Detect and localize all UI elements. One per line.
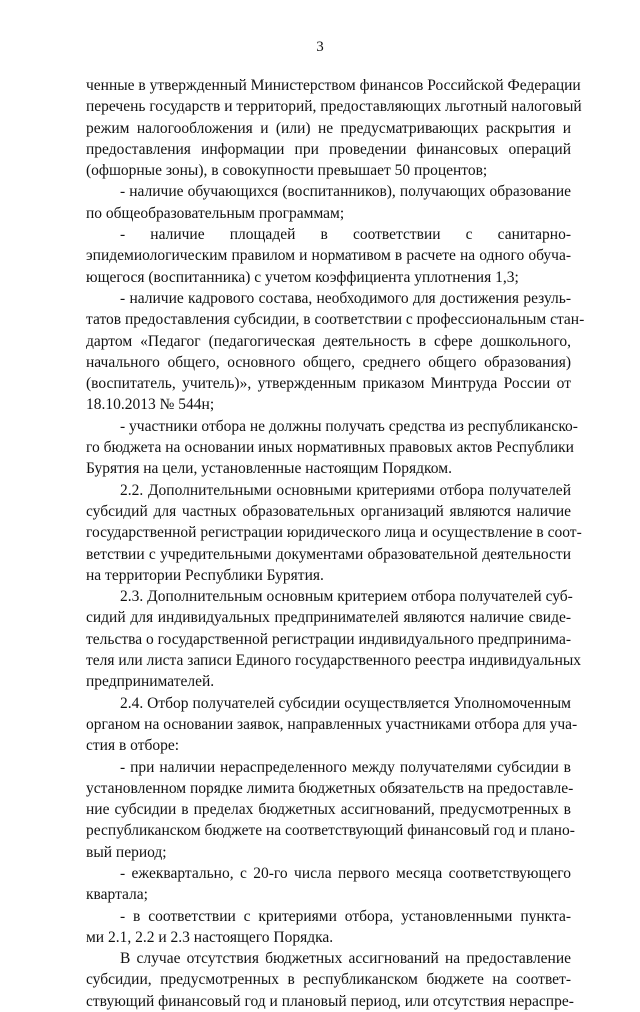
text-line: субсидии, предусмотренных в республиканском бюджете на соответ- <box>86 971 571 989</box>
text-line: стия в отборе: <box>86 737 180 755</box>
text-line: перечень государств и территорий, предоставляющих льготный налоговый <box>86 98 582 116</box>
text-line: - ежеквартально, с 20-го числа первого месяца соответствующего <box>120 864 571 882</box>
text-line: сидий для индивидуальных предпринимателей являются наличие свиде- <box>86 609 571 627</box>
paragraph <box>86 757 575 863</box>
text-line: субсидий для частных образовательных организаций являются наличие <box>86 502 571 520</box>
paragraph <box>86 586 582 692</box>
text-line: тельства о государственной регистрации индивидуального предпринима- <box>86 630 572 648</box>
paragraph <box>86 224 571 288</box>
text-line: государственной регистрации юридического лица и осуществление в соот- <box>86 524 582 542</box>
text-line: на территории Республики Бурятия. <box>86 566 324 584</box>
text-line: 18.10.2013 № 544н; <box>86 396 215 414</box>
text-line: ние субсидии в пределах бюджетных ассигнований, предусмотренных в <box>86 801 571 819</box>
text-line: - в соответствии с критериями отбора, установленными пункта- <box>120 907 571 925</box>
text-line: (воспитатель, учитель)», утвержденным приказом Минтруда России от <box>86 375 571 393</box>
text-line: (офшорные зоны), в совокупности превышает 50 процентов; <box>86 162 488 180</box>
paragraph <box>86 693 578 757</box>
text-line: 2.4. Отбор получателей субсидии осуществляется Уполномоченным <box>120 694 571 712</box>
text-line: - при наличии нераспределенного между получателями субсидии в <box>120 758 571 776</box>
text-line: 2.3. Дополнительным основным критерием отбора получателей суб- <box>120 588 573 606</box>
text-line: ветствии с учредительными документами образовательной деятельности <box>86 545 571 563</box>
text-line: 2.2. Дополнительными основными критериями отбора получателей <box>120 481 571 499</box>
text-line: ми 2.1, 2.2 и 2.3 настоящего Порядка. <box>86 928 334 946</box>
paragraph <box>86 948 574 1012</box>
text-line: квартала; <box>86 886 148 904</box>
text-line: - участники отбора не должны получать средства из республиканско- <box>120 417 578 435</box>
text-line: по общеобразовательным программам; <box>86 204 345 222</box>
page-number: 3 <box>316 39 324 55</box>
paragraph <box>86 416 578 480</box>
text-line: го бюджета на основании иных нормативных правовых актов Республики <box>86 439 574 457</box>
text-line: республиканском бюджете на соответствующий финансовый год и плано- <box>86 822 575 840</box>
paragraph <box>86 288 585 416</box>
paragraph <box>86 181 571 224</box>
text-line: предпринимателей. <box>86 673 215 691</box>
text-line: - наличие кадрового состава, необходимого для достижения резуль- <box>120 289 571 307</box>
text-line: - наличие площадей в соответствии с санитарно- <box>120 226 571 244</box>
paragraph <box>86 863 571 906</box>
text-line: установленном порядке лимита бюджетных обязательств на предоставле- <box>86 779 574 797</box>
text-line: предоставления информации при проведении финансовых операций <box>86 140 571 158</box>
paragraph <box>86 75 582 181</box>
text-line: Бурятия на цели, установленные настоящим Порядком. <box>86 460 452 478</box>
text-line: татов предоставления субсидии, в соответствии с профессиональным стан- <box>86 311 585 329</box>
paragraph <box>86 906 571 949</box>
text-line: режим налогообложения и (или) не предусматривающих раскрытия и <box>86 119 571 137</box>
text-line: ченные в утвержденный Министерством финансов Российской Федерации <box>86 77 581 94</box>
document-body <box>86 75 585 1012</box>
text-line: ствующий финансовый год и плановый период, или отсутствия нераспре- <box>86 992 574 1010</box>
text-line: В случае отсутствия бюджетных ассигнований на предоставление <box>120 950 571 968</box>
paragraph <box>86 480 582 586</box>
text-line: вый период; <box>86 843 167 861</box>
text-line: теля или листа записи Единого государственного реестра индивидуальных <box>86 652 582 670</box>
text-line: органом на основании заявок, направленных участниками отбора для уча- <box>86 715 578 733</box>
text-line: эпидемиологическим правилом и нормативом в расчете на одного обуча- <box>86 247 571 265</box>
text-line: начального общего, основного общего, среднего общего образования) <box>86 353 571 371</box>
text-line: ющегося (воспитанника) с учетом коэффициента уплотнения 1,3; <box>86 268 519 286</box>
text-line: дартом «Педагог (педагогическая деятельность в сфере дошкольного, <box>86 332 571 350</box>
text-line: - наличие обучающихся (воспитанников), получающих образование <box>120 183 571 201</box>
